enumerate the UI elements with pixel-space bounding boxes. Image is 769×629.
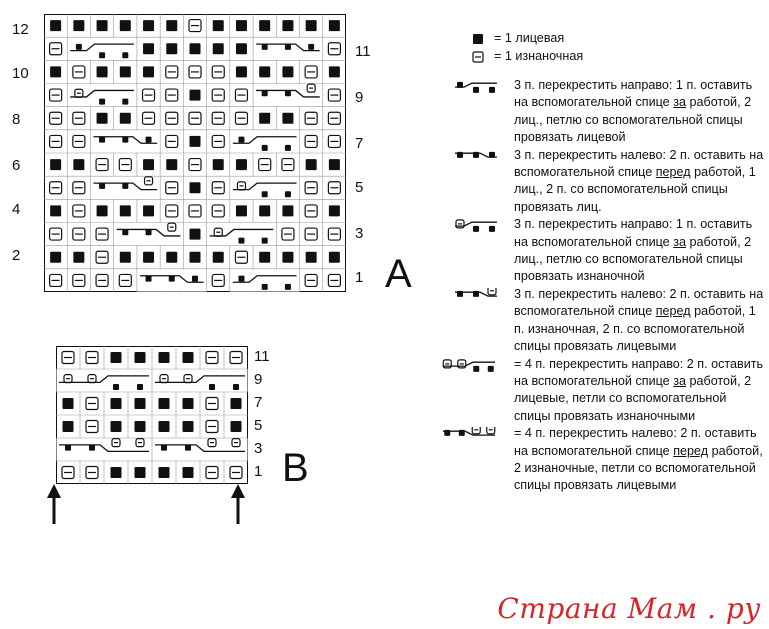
row-number-2: 2 bbox=[12, 247, 21, 264]
knit-stitch-icon bbox=[489, 152, 495, 158]
knit-stitch-icon bbox=[111, 352, 122, 363]
knit-stitch-icon bbox=[50, 252, 61, 263]
knit-stitch-icon bbox=[120, 66, 131, 77]
knit-stitch-icon bbox=[213, 252, 224, 263]
cable-cross-icon bbox=[93, 137, 157, 144]
cross-left-4-icon bbox=[440, 427, 506, 441]
legend-entry-2-text-a: 3 п. перекрестить налево: 2 п. оставить на вспомогательной спице bbox=[514, 147, 764, 180]
legend-entry-6-text-c: работой, 2 изнаночные, петли со вспомогательной спицы провязать лицевыми bbox=[514, 443, 763, 493]
knit-stitch-icon bbox=[146, 276, 152, 282]
knit-stitch-icon bbox=[488, 365, 494, 371]
knit-stitch-icon bbox=[166, 20, 177, 31]
arrow-up-right-icon bbox=[228, 484, 248, 526]
knit-stitch-icon bbox=[329, 20, 340, 31]
legend-entry-5-text-a: = 4 п. перекрестить направо: 2 п. оставить на вспомогательной спице bbox=[514, 356, 764, 388]
legend-purl bbox=[440, 48, 765, 66]
knit-stitch-icon bbox=[259, 113, 270, 124]
row-number-3: 3 bbox=[355, 225, 364, 242]
row-number-1: 1 bbox=[355, 269, 364, 286]
knit-stitch-icon bbox=[329, 252, 340, 263]
knit-stitch-icon bbox=[135, 467, 146, 478]
knit-stitch-icon bbox=[99, 52, 105, 58]
knit-stitch-icon bbox=[190, 182, 201, 193]
knit-stitch-icon bbox=[238, 137, 244, 143]
legend-entry-1-text-c: работой, 2 лиц., петлю со вспомогательной спицы провязать лицевой bbox=[514, 95, 752, 145]
knit-stitch-icon bbox=[99, 99, 105, 105]
knit-stitch-icon bbox=[457, 291, 463, 297]
legend-entry-1-text-b: за bbox=[673, 95, 686, 110]
knit-stitch-icon bbox=[50, 205, 61, 216]
knit-stitch-icon bbox=[285, 90, 291, 96]
knit-stitch-icon bbox=[262, 145, 268, 151]
cross-right-knit-icon bbox=[452, 79, 508, 93]
knit-stitch-icon bbox=[306, 20, 317, 31]
chart-b-row-number-3: 3 bbox=[254, 440, 263, 457]
knit-stitch-icon bbox=[444, 430, 450, 436]
knit-stitch-icon bbox=[236, 43, 247, 54]
knit-stitch-icon bbox=[282, 66, 293, 77]
knit-stitch-icon bbox=[161, 445, 167, 451]
knit-stitch-icon bbox=[238, 276, 244, 282]
knit-stitch-icon bbox=[306, 159, 317, 170]
knit-stitch-icon bbox=[146, 229, 152, 235]
knit-stitch-icon bbox=[209, 384, 215, 390]
knit-stitch-icon bbox=[192, 276, 198, 282]
knit-stitch-icon bbox=[190, 136, 201, 147]
row-number-11: 11 bbox=[355, 43, 371, 60]
knit-stitch-icon bbox=[259, 252, 270, 263]
knit-stitch-icon bbox=[143, 43, 154, 54]
knit-stitch-icon bbox=[473, 291, 479, 297]
watermark: Страна Мам . ру bbox=[497, 592, 761, 625]
legend-entry-2 bbox=[440, 147, 765, 217]
knit-stitch-icon bbox=[259, 20, 270, 31]
knit-stitch-icon bbox=[89, 445, 95, 451]
legend-entry-4-text-b: перед bbox=[655, 304, 691, 319]
knit-stitch-icon bbox=[329, 66, 340, 77]
knit-stitch-icon bbox=[285, 284, 291, 290]
purl-stitch-icon bbox=[472, 51, 484, 63]
knit-stitch-icon bbox=[122, 137, 128, 143]
knit-stitch-icon bbox=[183, 421, 194, 432]
knit-stitch-icon bbox=[159, 421, 170, 432]
knit-stitch-icon bbox=[282, 252, 293, 263]
knit-stitch-icon bbox=[306, 252, 317, 263]
row-number-9: 9 bbox=[355, 89, 364, 106]
knit-stitch-icon bbox=[457, 152, 463, 158]
row-number-10: 10 bbox=[12, 65, 29, 82]
legend-entry-6-text-b: перед bbox=[673, 443, 709, 458]
knit-stitch-icon bbox=[166, 159, 177, 170]
knit-stitch-icon bbox=[120, 20, 131, 31]
knit-stitch-icon bbox=[183, 352, 194, 363]
knit-stitch-icon bbox=[262, 238, 268, 244]
cross-left-knit-icon bbox=[452, 149, 508, 163]
knit-stitch-icon bbox=[113, 384, 119, 390]
knit-stitch-icon bbox=[50, 20, 61, 31]
knit-stitch-icon bbox=[135, 398, 146, 409]
knit-stitch-icon bbox=[97, 20, 108, 31]
chart-b-grid bbox=[56, 346, 248, 484]
legend-knit-text: = 1 лицевая bbox=[494, 31, 565, 45]
legend-purl-text: = 1 изнаночная bbox=[494, 49, 584, 63]
cable-cross-icon bbox=[455, 152, 497, 158]
cable-cross-icon bbox=[443, 359, 495, 371]
knit-stitch-icon bbox=[190, 229, 201, 240]
knit-stitch-icon bbox=[236, 20, 247, 31]
cable-cross-icon bbox=[443, 427, 495, 436]
row-number-5: 5 bbox=[355, 179, 364, 196]
knit-stitch-icon bbox=[122, 99, 128, 105]
knit-stitch-icon bbox=[238, 238, 244, 244]
knit-stitch-icon bbox=[262, 191, 268, 197]
knit-stitch-icon bbox=[120, 113, 131, 124]
knit-stitch-icon bbox=[489, 226, 495, 232]
knit-stitch-icon bbox=[99, 183, 105, 189]
arrow-up-left-icon bbox=[44, 484, 64, 526]
knit-stitch-icon bbox=[282, 20, 293, 31]
cable-cross-icon bbox=[455, 220, 497, 232]
chart-b-row-number-7: 7 bbox=[254, 394, 263, 411]
knit-stitch-icon bbox=[489, 87, 495, 93]
cross-left-purl-icon bbox=[452, 288, 508, 302]
knit-stitch-icon bbox=[185, 445, 191, 451]
knit-stitch-icon bbox=[236, 159, 247, 170]
row-number-4: 4 bbox=[12, 201, 21, 218]
knit-stitch-icon bbox=[190, 252, 201, 263]
legend-entry-3-text-a: 3 п. перекрестить направо: 1 п. оставить на вспомогательной спице bbox=[514, 217, 753, 249]
knit-stitch-icon bbox=[63, 421, 74, 432]
knit-stitch-icon bbox=[183, 467, 194, 478]
knit-stitch-icon bbox=[73, 20, 84, 31]
knit-stitch-icon bbox=[97, 205, 108, 216]
purl-stitch-icon bbox=[472, 427, 480, 434]
cross-right-4-icon bbox=[440, 358, 506, 372]
knit-stitch-icon bbox=[76, 44, 82, 50]
knit-stitch-icon bbox=[135, 421, 146, 432]
legend-entry-4-text-a: 3 п. перекрестить налево: 2 п. оставить на вспомогательной спице bbox=[514, 286, 764, 319]
row-number-8: 8 bbox=[12, 111, 21, 128]
knit-stitch-icon bbox=[120, 252, 131, 263]
knit-stitch-icon bbox=[143, 205, 154, 216]
knit-stitch-icon bbox=[282, 113, 293, 124]
knit-stitch-icon bbox=[285, 44, 291, 50]
knit-stitch-icon bbox=[166, 43, 177, 54]
knit-stitch-icon bbox=[63, 398, 74, 409]
knit-stitch-icon bbox=[213, 43, 224, 54]
chart-b-label: B bbox=[282, 446, 309, 490]
legend-entry-2-text-b: перед bbox=[655, 165, 691, 180]
legend-entry-1-text-a: 3 п. перекрестить направо: 1 п. оставить на вспомогательной спице bbox=[514, 78, 753, 110]
chart-b-row-number-1: 1 bbox=[254, 463, 263, 480]
knit-stitch-icon bbox=[143, 252, 154, 263]
knit-stitch-icon bbox=[159, 352, 170, 363]
knit-stitch-icon bbox=[259, 205, 270, 216]
chart-b-row-number-5: 5 bbox=[254, 417, 263, 434]
legend-entry-6 bbox=[440, 425, 765, 495]
knit-stitch-icon bbox=[166, 252, 177, 263]
knit-stitch-icon bbox=[473, 87, 479, 93]
knit-stitch-icon bbox=[457, 82, 463, 88]
knit-stitch-icon bbox=[473, 226, 479, 232]
knit-stitch-icon bbox=[473, 365, 479, 371]
knit-stitch-icon bbox=[99, 137, 105, 143]
knit-stitch-icon bbox=[169, 276, 175, 282]
knit-stitch-icon bbox=[262, 90, 268, 96]
knit-stitch-icon bbox=[97, 66, 108, 77]
knit-stitch-icon bbox=[231, 398, 242, 409]
knit-stitch-icon bbox=[262, 44, 268, 50]
chart-b-row-number-11: 11 bbox=[254, 348, 270, 365]
knit-stitch-icon bbox=[213, 20, 224, 31]
cable-cross-icon bbox=[455, 82, 497, 93]
purl-stitch-icon bbox=[487, 427, 495, 434]
knit-stitch-icon bbox=[259, 66, 270, 77]
knit-stitch-icon bbox=[111, 467, 122, 478]
knit-stitch-icon bbox=[236, 66, 247, 77]
legend-entry-1 bbox=[440, 77, 765, 147]
knit-stitch-icon bbox=[262, 284, 268, 290]
legend-entry-2-text-c: работой, 1 лиц., 2 п. со вспомогательной спицы провязать лиц. bbox=[514, 165, 756, 214]
knit-stitch-icon bbox=[122, 229, 128, 235]
knit-stitch-icon bbox=[97, 113, 108, 124]
cable-cross-icon bbox=[140, 276, 204, 283]
legend-entry-5-text-c: работой, 2 лицевые, петли со вспомогательной спицы провязать изнаночными bbox=[514, 373, 752, 423]
knit-stitch-icon bbox=[146, 137, 152, 143]
knit-stitch-icon bbox=[111, 421, 122, 432]
knit-stitch-icon bbox=[190, 43, 201, 54]
chart-b-row-number-9: 9 bbox=[254, 371, 263, 388]
knit-stitch-icon bbox=[159, 467, 170, 478]
knit-stitch-icon bbox=[143, 20, 154, 31]
knit-stitch-icon bbox=[285, 191, 291, 197]
knit-stitch-icon bbox=[472, 33, 484, 45]
knit-stitch-icon bbox=[329, 159, 340, 170]
legend-entry-4 bbox=[440, 286, 765, 356]
knit-stitch-icon bbox=[282, 205, 293, 216]
row-number-6: 6 bbox=[12, 157, 21, 174]
legend-entry-6-text-a: = 4 п. перекрестить налево: 2 п. оставить на вспомогательной спице bbox=[514, 426, 757, 458]
knit-stitch-icon bbox=[190, 90, 201, 101]
cable-cross-icon bbox=[455, 288, 497, 297]
row-number-7: 7 bbox=[355, 135, 364, 152]
knit-stitch-icon bbox=[135, 352, 146, 363]
cross-right-purl-icon bbox=[452, 218, 508, 232]
knit-stitch-icon bbox=[233, 384, 239, 390]
knit-stitch-icon bbox=[120, 205, 131, 216]
legend bbox=[440, 30, 765, 495]
purl-stitch-icon bbox=[488, 288, 496, 295]
knit-stitch-icon bbox=[122, 183, 128, 189]
legend-entry-3-text-b: за bbox=[673, 234, 686, 249]
knit-stitch-icon bbox=[308, 44, 314, 50]
knit-stitch-icon bbox=[73, 159, 84, 170]
chart-a-grid bbox=[44, 14, 346, 292]
knit-stitch-icon bbox=[459, 430, 465, 436]
knit-stitch-icon bbox=[231, 421, 242, 432]
knit-stitch-icon bbox=[122, 52, 128, 58]
knit-stitch-icon bbox=[285, 145, 291, 151]
knit-stitch-icon bbox=[236, 205, 247, 216]
knit-stitch-icon bbox=[473, 152, 479, 158]
legend-knit bbox=[440, 30, 765, 48]
knit-stitch-icon bbox=[329, 205, 340, 216]
knit-stitch-icon bbox=[50, 66, 61, 77]
row-number-12: 12 bbox=[12, 21, 29, 38]
chart-a-label: A bbox=[385, 252, 412, 296]
knit-stitch-icon bbox=[143, 66, 154, 77]
knit-stitch-icon bbox=[50, 159, 61, 170]
knit-stitch-icon bbox=[111, 398, 122, 409]
legend-entry-3-text-c: работой, 2 лиц., петлю со вспомогательной спицы провязать изнаночной bbox=[514, 234, 752, 284]
legend-entry-5-text-b: за bbox=[673, 373, 686, 388]
knit-stitch-icon bbox=[65, 445, 71, 451]
knit-stitch-icon bbox=[73, 252, 84, 263]
legend-entry-5 bbox=[440, 356, 765, 426]
legend-entry-4-text-c: работой, 1 п. изнаночная, 2 п. со вспомогательной спицы провязать лицевыми bbox=[514, 304, 756, 354]
cable-cross-icon bbox=[256, 44, 320, 51]
knit-stitch-icon bbox=[137, 384, 143, 390]
knit-stitch-icon bbox=[213, 159, 224, 170]
knit-stitch-icon bbox=[143, 159, 154, 170]
knit-stitch-icon bbox=[159, 398, 170, 409]
knit-stitch-icon bbox=[183, 398, 194, 409]
legend-entry-3 bbox=[440, 216, 765, 286]
